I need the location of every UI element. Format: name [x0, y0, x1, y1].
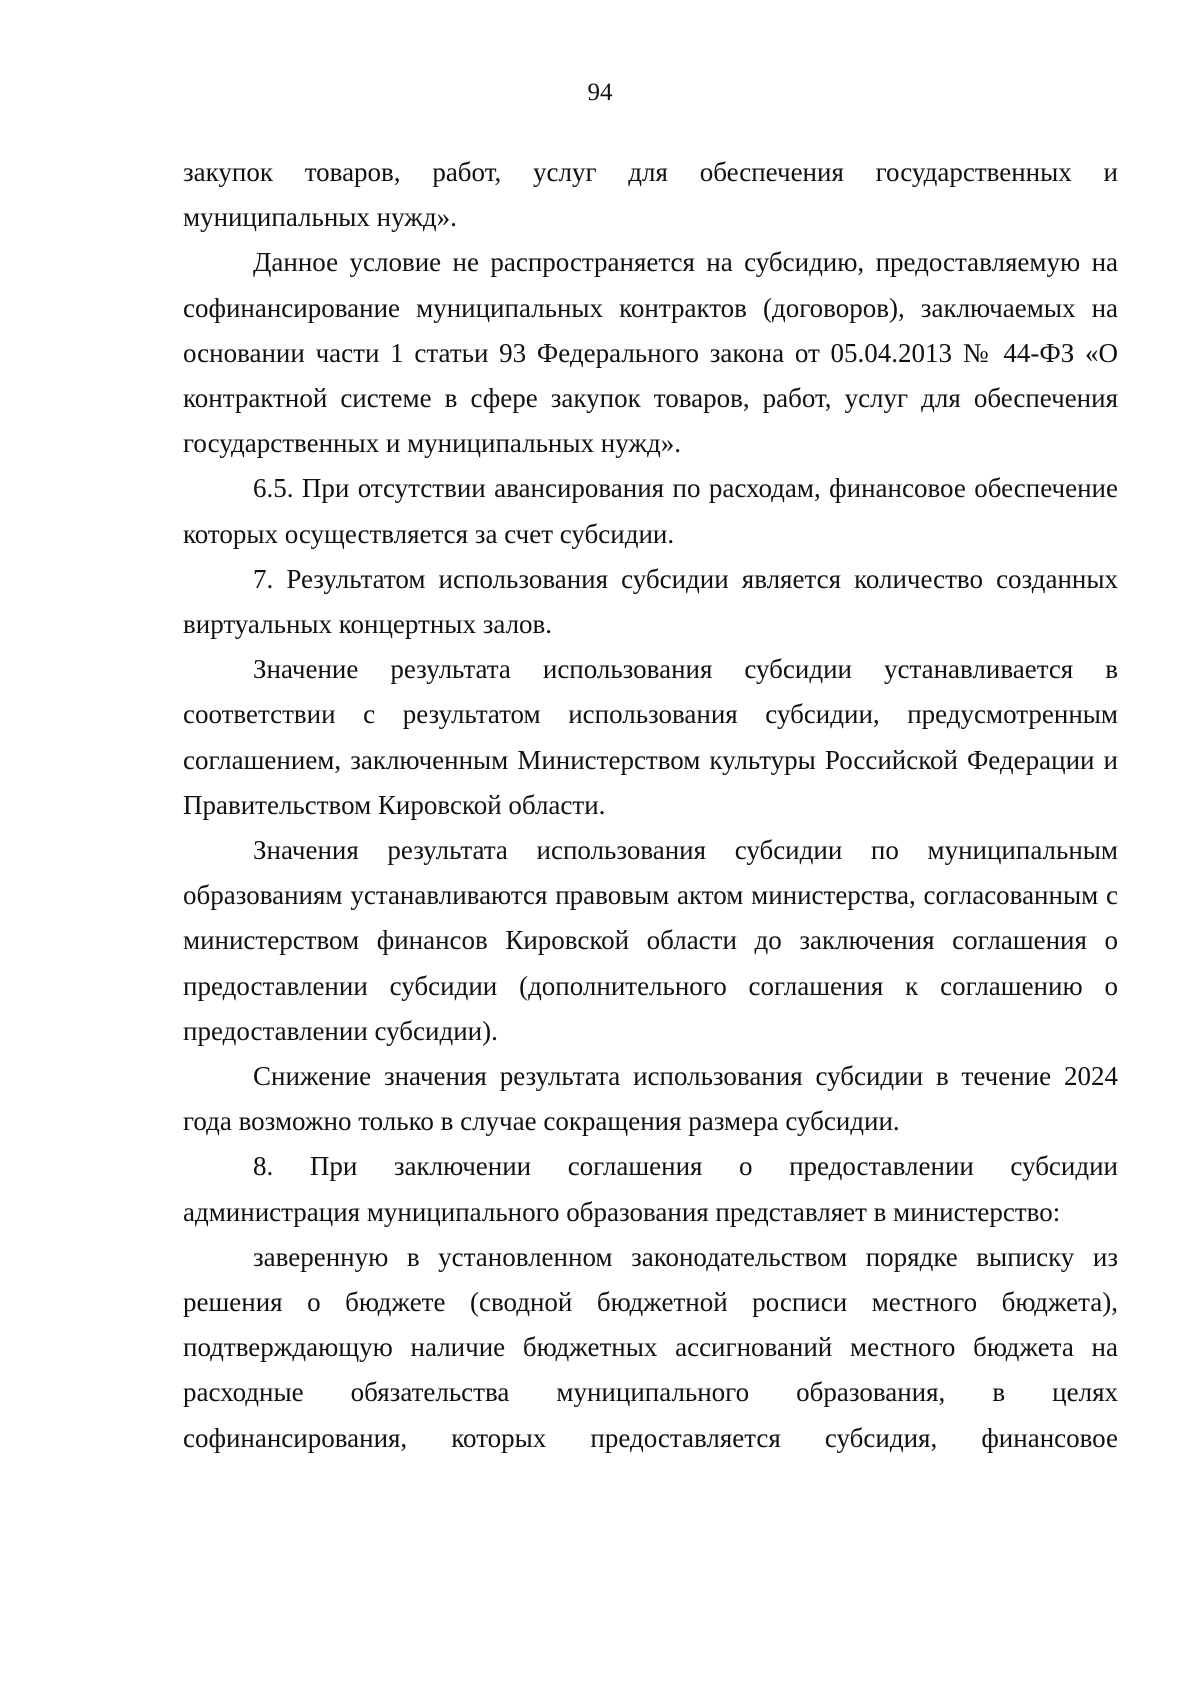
paragraph: Данное условие не распространяется на субсидию, предоставляемую на софинансирование муниципальных контрактов (договоров), заключаемых на основании части 1 статьи 93 Федерального закона от 05.04.2013 № 44-ФЗ «О контрактной системе в сфере закупок товаров, работ, услуг для обеспечения государственных и муниципальных нужд». — [183, 247, 1118, 459]
page-number: 94 — [587, 79, 613, 106]
paragraph: Значения результата использования субсидии по муниципальным образованиям устанавливаются правовым актом министерства, согласованным с министерством финансов Кировской области до заключения соглашения о предоставлении субсидии (дополнительного соглашения к соглашению о предоставлении субсидии). — [183, 835, 1118, 1046]
paragraph: 6.5. При отсутствии авансирования по расходам, финансовое обеспечение которых осуществляется за счет субсидии. — [183, 473, 1118, 549]
paragraph: 7. Результатом использования субсидии является количество созданных виртуальных концертных залов. — [183, 563, 1118, 640]
body-text — [183, 150, 1118, 1461]
paragraph: заверенную в установленном законодательством порядке выписку из решения о бюджете (сводной бюджетной росписи местного бюджета), подтверждающую наличие бюджетных ассигнований местного бюджета на расходные обязательства муниципального образования, в целях софинансирования, которых предоставляется субсидия, финансовое — [183, 1241, 1118, 1453]
paragraph: 8. При заключении соглашения о предоставлении субсидии администрация муниципального образования представляет в министерство: — [183, 1151, 1118, 1227]
paragraph: Значение результата использования субсидии устанавливается в соответствии с результатом использования субсидии, предусмотренным соглашением, заключенным Министерством культуры Российской Федерации и Правительством Кировской области. — [183, 654, 1118, 820]
paragraph: Снижение значения результата использования субсидии в течение 2024 года возможно только в случае сокращения размера субсидии. — [183, 1061, 1118, 1137]
paragraph: закупок товаров, работ, услуг для обеспечения государственных и муниципальных нужд». — [183, 157, 1118, 233]
